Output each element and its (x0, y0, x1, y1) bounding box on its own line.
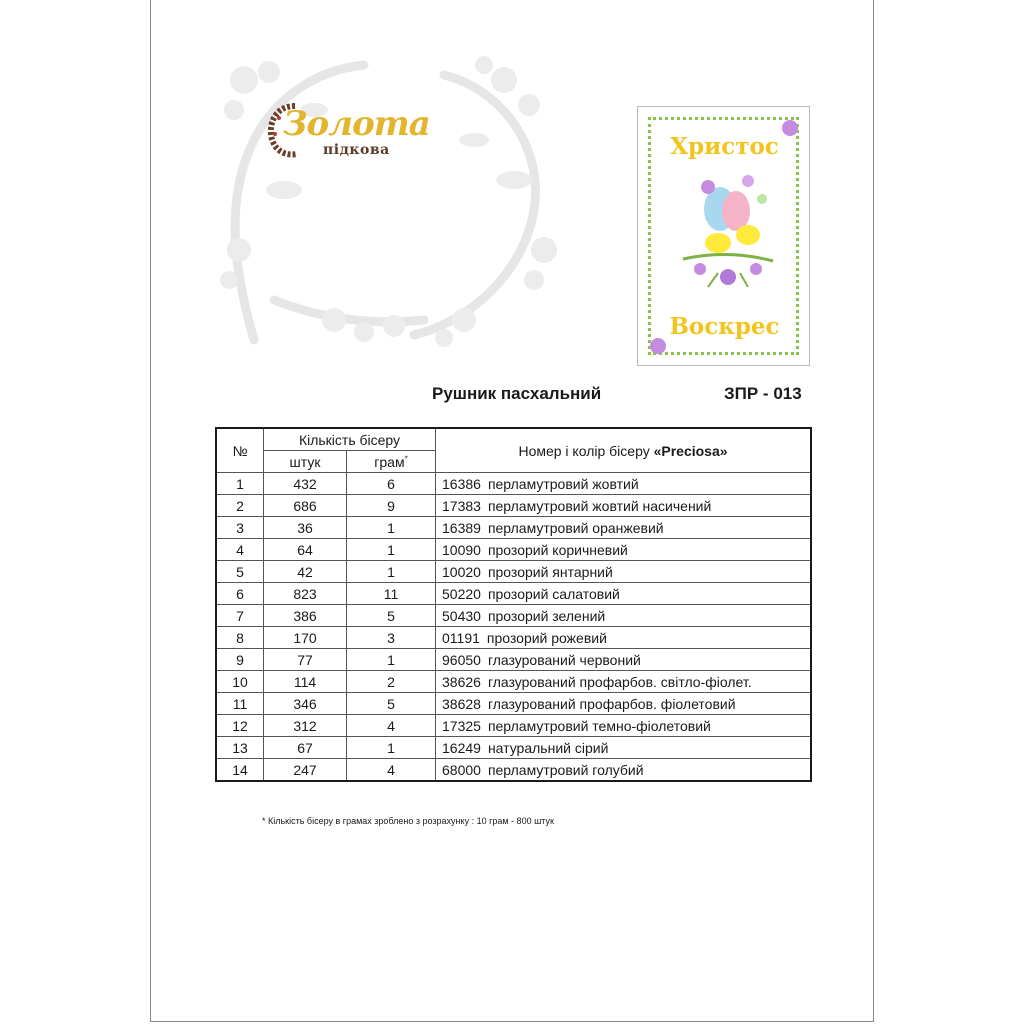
footnote: * Кількість бісеру в грамах зроблено з розрахунку : 10 грам - 800 штук (262, 816, 554, 826)
row-description (436, 649, 812, 671)
row-pieces: 247 (264, 759, 347, 782)
table-row (216, 649, 811, 671)
row-number: 8 (216, 627, 264, 649)
table-row (216, 759, 811, 782)
row-description (436, 605, 812, 627)
row-grams: 9 (347, 495, 436, 517)
row-grams: 1 (347, 649, 436, 671)
pattern-preview-image (637, 106, 810, 366)
preview-bottom-text: Воскрес (669, 313, 780, 340)
row-number: 13 (216, 737, 264, 759)
row-pieces: 36 (264, 517, 347, 539)
row-number: 3 (216, 517, 264, 539)
row-grams: 1 (347, 539, 436, 561)
logo-subtitle: підкова (323, 142, 390, 158)
bead-color: прозорий коричневий (487, 541, 628, 558)
header-desc-text: Номер і колір бісеру (518, 442, 654, 459)
row-number: 1 (216, 473, 264, 495)
bead-color: глазурований профарбов. світло-фіолет. (487, 673, 752, 690)
header-pieces: штук (264, 451, 347, 473)
row-pieces: 77 (264, 649, 347, 671)
row-number: 2 (216, 495, 264, 517)
bead-table (215, 427, 812, 782)
header-grams-mark: * (404, 453, 408, 463)
easter-bouquet-image (678, 169, 778, 299)
table-row (216, 671, 811, 693)
table-row (216, 539, 811, 561)
table-row (216, 605, 811, 627)
bead-code: 10020 (442, 563, 481, 580)
logo-word: Золота (283, 104, 430, 144)
bead-color: прозорий салатовий (487, 585, 620, 602)
preview-top-text: Христос (670, 133, 779, 160)
bead-code: 17383 (442, 497, 481, 514)
row-grams: 3 (347, 627, 436, 649)
row-number: 4 (216, 539, 264, 561)
bead-code: 38628 (442, 695, 481, 712)
row-description (436, 517, 812, 539)
bead-code: 10090 (442, 541, 481, 558)
table-row (216, 715, 811, 737)
bead-color: перламутровий голубий (487, 761, 644, 778)
row-description (436, 759, 812, 782)
row-number: 14 (216, 759, 264, 782)
bead-color: натуральний сірий (487, 739, 609, 756)
bead-color: прозорий рожевий (486, 629, 607, 646)
row-pieces: 346 (264, 693, 347, 715)
header-brand: «Preciosa» (653, 442, 728, 459)
table-row (216, 583, 811, 605)
table-row (216, 473, 811, 495)
row-description (436, 473, 812, 495)
row-pieces: 686 (264, 495, 347, 517)
bead-color: прозорий янтарний (487, 563, 613, 580)
row-description (436, 671, 812, 693)
row-description (436, 715, 812, 737)
row-grams: 2 (347, 671, 436, 693)
brand-logo (265, 96, 430, 166)
bead-color: перламутровий темно-фіолетовий (487, 717, 711, 734)
row-grams: 4 (347, 715, 436, 737)
bead-color: перламутровий жовтий (487, 475, 639, 492)
bead-code: 96050 (442, 651, 481, 668)
product-code: ЗПР - 013 (724, 384, 802, 403)
table-row (216, 495, 811, 517)
bead-color: глазурований профарбов. фіолетовий (487, 695, 736, 712)
bead-code: 01191 (442, 629, 480, 646)
row-description (436, 539, 812, 561)
bead-code: 16249 (442, 739, 481, 756)
row-number: 10 (216, 671, 264, 693)
bead-code: 17325 (442, 717, 481, 734)
table-row (216, 627, 811, 649)
row-description (436, 737, 812, 759)
bead-color: перламутровий оранжевий (487, 519, 664, 536)
row-number: 7 (216, 605, 264, 627)
floral-ornament-image (214, 50, 564, 350)
row-pieces: 42 (264, 561, 347, 583)
row-pieces: 64 (264, 539, 347, 561)
row-grams: 1 (347, 517, 436, 539)
row-number: 9 (216, 649, 264, 671)
row-number: 11 (216, 693, 264, 715)
row-grams: 1 (347, 737, 436, 759)
row-pieces: 67 (264, 737, 347, 759)
bead-color: прозорий зелений (487, 607, 606, 624)
row-grams: 5 (347, 605, 436, 627)
table-row (216, 517, 811, 539)
bead-code: 16386 (442, 475, 481, 492)
bead-color: глазурований червоний (487, 651, 641, 668)
table-row (216, 737, 811, 759)
bead-code: 38626 (442, 673, 481, 690)
header-quantity: Кількість бісеру (264, 428, 436, 451)
table-row (216, 561, 811, 583)
row-pieces: 114 (264, 671, 347, 693)
bead-code: 50430 (442, 607, 481, 624)
row-number: 5 (216, 561, 264, 583)
row-grams: 11 (347, 583, 436, 605)
header-number: № (216, 428, 264, 473)
row-description (436, 495, 812, 517)
row-pieces: 386 (264, 605, 347, 627)
header-description (436, 428, 812, 473)
row-description (436, 627, 812, 649)
row-number: 6 (216, 583, 264, 605)
corner-flower-icon (776, 115, 804, 141)
row-description (436, 583, 812, 605)
table-row (216, 693, 811, 715)
row-description (436, 693, 812, 715)
bead-color: перламутровий жовтий насичений (487, 497, 712, 514)
bead-code: 68000 (442, 761, 481, 778)
row-pieces: 170 (264, 627, 347, 649)
row-pieces: 312 (264, 715, 347, 737)
row-grams: 1 (347, 561, 436, 583)
product-title: Рушник пасхальний (432, 384, 602, 403)
row-description (436, 561, 812, 583)
row-pieces: 823 (264, 583, 347, 605)
row-pieces: 432 (264, 473, 347, 495)
header-grams-text: грам (374, 453, 405, 470)
row-number: 12 (216, 715, 264, 737)
bead-code: 16389 (442, 519, 481, 536)
row-grams: 4 (347, 759, 436, 782)
row-grams: 6 (347, 473, 436, 495)
bead-code: 50220 (442, 585, 481, 602)
row-grams: 5 (347, 693, 436, 715)
header-grams (347, 451, 436, 473)
